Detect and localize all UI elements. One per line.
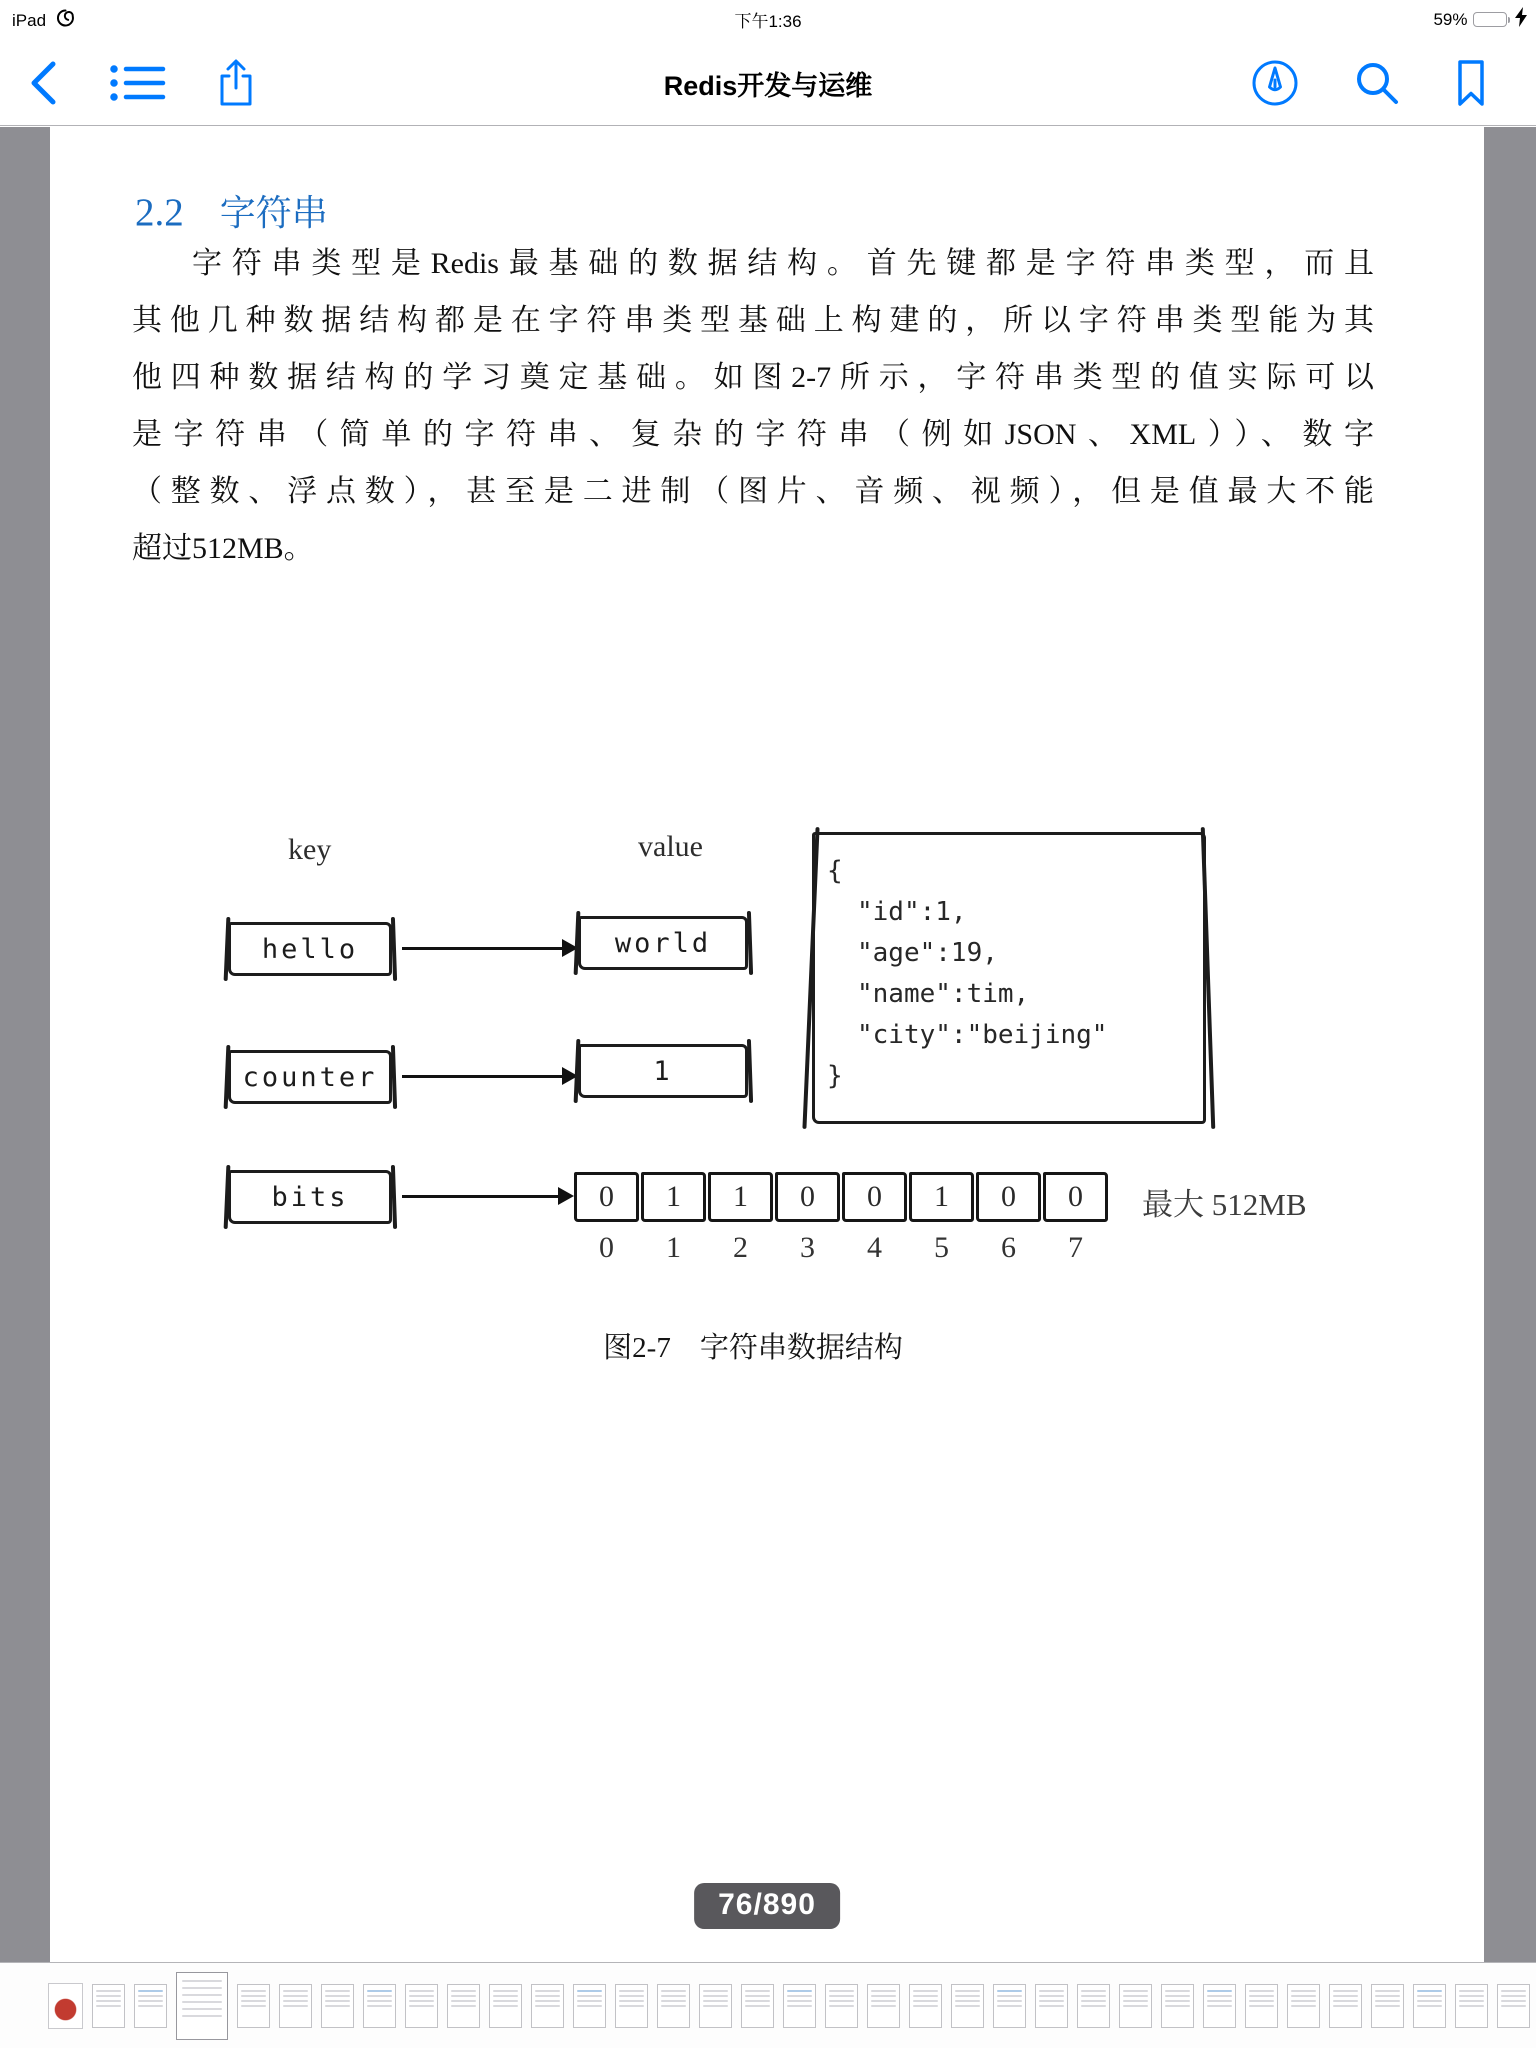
json-line: { <box>827 856 843 886</box>
thumbnail-page[interactable] <box>489 1984 522 2028</box>
battery-percent: 59% <box>1433 9 1468 29</box>
thumbnail-page[interactable] <box>657 1984 690 2028</box>
paragraph-line: （整数、浮点数），甚至是二进制（图片、音频、视频），但是值最大不能 <box>132 475 1374 508</box>
thumbnail-page[interactable] <box>867 1984 900 2028</box>
bit-cell: 1 <box>641 1172 706 1222</box>
bit-cell: 0 <box>775 1172 840 1222</box>
nav-bar <box>0 40 1536 126</box>
key-box-bits: bits <box>228 1170 392 1224</box>
thumbnail-page[interactable] <box>1203 1984 1236 2028</box>
device-label: iPad <box>12 10 47 30</box>
thumbnail-cover[interactable] <box>48 1983 83 2029</box>
json-line: "city":"beijing" <box>857 1020 1108 1050</box>
section-title: 字符串 <box>219 193 328 233</box>
thumbnail-page[interactable] <box>1455 1984 1488 2028</box>
thumbnail-page[interactable] <box>1035 1984 1068 2028</box>
thumbnail-page[interactable] <box>1329 1984 1362 2028</box>
bit-cell: 0 <box>842 1172 907 1222</box>
search-button[interactable] <box>1354 60 1400 106</box>
thumbnail-page[interactable] <box>573 1984 606 2028</box>
bit-index: 0 <box>599 1231 614 1264</box>
annotate-pen-button[interactable] <box>1250 56 1300 110</box>
thumbnail-page[interactable] <box>363 1984 396 2028</box>
bit-index: 5 <box>934 1231 949 1264</box>
thumbnail-page[interactable] <box>92 1984 125 2028</box>
clock: 下午1:36 <box>734 12 802 31</box>
json-line: "age":19, <box>857 938 998 968</box>
json-line: } <box>827 1061 843 1091</box>
thumbnail-page[interactable] <box>615 1984 648 2028</box>
paragraph-line: 他四种数据结构的学习奠定基础。如图2-7所示，字符串类型的值实际可以 <box>132 361 1374 394</box>
bit-index-row <box>574 1231 1108 1265</box>
bit-cell: 1 <box>708 1172 773 1222</box>
bit-cell: 0 <box>1043 1172 1108 1222</box>
battery-icon <box>1473 12 1511 27</box>
bookmark-button[interactable] <box>1454 59 1488 107</box>
figure-value-label: value <box>638 830 703 863</box>
thumbnail-page[interactable] <box>993 1984 1026 2028</box>
paragraph-line: 是字符串（简单的字符串、复杂的字符串（例如JSON、XML））、数字 <box>132 418 1374 451</box>
thumbnail-page[interactable] <box>1245 1984 1278 2028</box>
thumbnail-page[interactable] <box>134 1984 167 2028</box>
bit-index: 1 <box>666 1231 681 1264</box>
json-line: "id":1, <box>857 897 967 927</box>
thumbnail-page[interactable] <box>1161 1984 1194 2028</box>
thumbnail-page[interactable] <box>321 1984 354 2028</box>
charging-bolt-icon <box>1515 7 1528 32</box>
bit-index: 2 <box>733 1231 748 1264</box>
bit-array <box>574 1172 1108 1222</box>
thumbnail-page[interactable] <box>1287 1984 1320 2028</box>
bit-index: 3 <box>800 1231 815 1264</box>
figure-key-label: key <box>288 833 332 866</box>
thumbnail-page[interactable] <box>741 1984 774 2028</box>
thumbnail-page[interactable] <box>951 1984 984 2028</box>
page-indicator-badge: 76/890 <box>694 1883 840 1929</box>
thumbnail-page[interactable] <box>1119 1984 1152 2028</box>
thumbnail-page[interactable] <box>1413 1984 1446 2028</box>
thumbnail-page[interactable] <box>447 1984 480 2028</box>
key-box-counter: counter <box>228 1050 392 1104</box>
section-number: 2.2 <box>135 191 184 234</box>
reader-background <box>0 127 1536 1962</box>
thumbnail-page[interactable] <box>531 1984 564 2028</box>
max-size-label: 最大 512MB <box>1142 1187 1307 1222</box>
thumbnail-page[interactable] <box>237 1984 270 2028</box>
thumbnail-page[interactable] <box>279 1984 312 2028</box>
thumbnail-current-page[interactable] <box>176 1972 228 2040</box>
thumbnail-page[interactable] <box>909 1984 942 2028</box>
thumbnail-page[interactable] <box>405 1984 438 2028</box>
bit-index: 6 <box>1001 1231 1016 1264</box>
arrow-counter-to-one <box>402 1075 564 1078</box>
bit-cell: 1 <box>909 1172 974 1222</box>
arrow-hello-to-world <box>402 947 564 950</box>
thumbnail-page[interactable] <box>699 1984 732 2028</box>
thumbnail-page[interactable] <box>1371 1984 1404 2028</box>
value-box-world: world <box>578 916 748 970</box>
bit-index: 4 <box>867 1231 882 1264</box>
bit-cell: 0 <box>574 1172 639 1222</box>
paragraph-line: 其他几种数据结构都是在字符串类型基础上构建的，所以字符串类型能为其 <box>132 304 1374 337</box>
json-line: "name":tim, <box>857 979 1030 1009</box>
paragraph-line: 字符串类型是Redis最基础的数据结构。首先键都是字符串类型，而且 <box>192 247 1374 280</box>
bit-index: 7 <box>1068 1231 1083 1264</box>
thumbnail-page[interactable] <box>1497 1984 1530 2028</box>
json-value-box <box>812 832 1206 1124</box>
body-paragraph <box>132 235 1374 577</box>
thumbnail-page[interactable] <box>783 1984 816 2028</box>
thumbnail-strip[interactable] <box>0 1962 1536 2048</box>
status-bar <box>0 0 1536 40</box>
key-box-hello: hello <box>228 922 392 976</box>
thumbnail-page[interactable] <box>1077 1984 1110 2028</box>
figure-caption: 图2-7 字符串数据结构 <box>603 1332 903 1364</box>
book-title: Redis开发与运维 <box>663 71 873 101</box>
pdf-page[interactable] <box>50 127 1484 1962</box>
paragraph-line: 超过512MB。 <box>132 532 314 565</box>
value-box-one: 1 <box>578 1044 748 1098</box>
thumbnail-page[interactable] <box>825 1984 858 2028</box>
section-heading <box>135 185 328 236</box>
arrow-bits-to-cells <box>402 1195 560 1198</box>
bit-cell: 0 <box>976 1172 1041 1222</box>
